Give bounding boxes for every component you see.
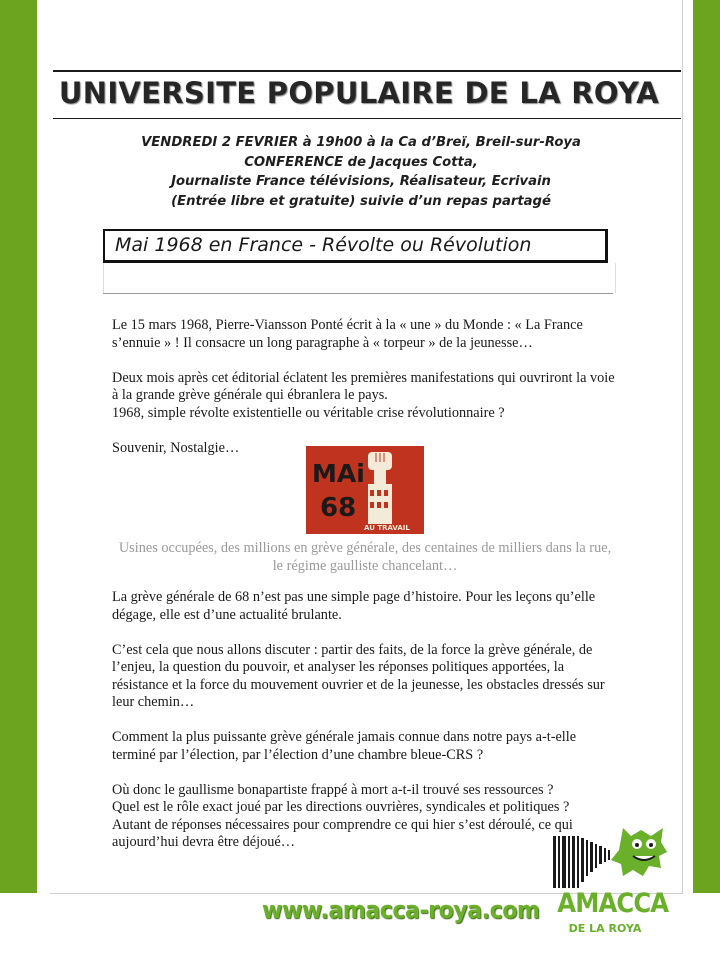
paragraph-conclusion: Autant de réponses nécessaires pour comprendre ce qui hier s’est déroulé, ce qui aujourd’hui devra être déjoué…	[112, 816, 573, 850]
page-title: UNIVERSITE POPULAIRE DE LA ROYA	[58, 76, 660, 110]
left-green-border	[0, 0, 37, 960]
paragraph-souvenir: Souvenir, Nostalgie…	[112, 439, 240, 456]
event-date-line: VENDREDI 2 FEVRIER à 19h00 à la Ca d’Breï, Breil-sur-Roya	[141, 135, 581, 150]
mai-68-poster	[306, 446, 424, 534]
poster-word-68: 68	[320, 493, 357, 523]
discussion-section	[112, 589, 622, 852]
subtitle-divider	[103, 293, 613, 294]
event-entry-line: (Entrée libre et gratuite) suivie d’un repas partagé	[171, 193, 551, 209]
poster-caption: Usines occupées, des millions en grève générale, des centaines de milliers dans la rue, le régime gaulliste chancelant…	[118, 540, 612, 574]
header-rule-bottom	[53, 118, 681, 119]
mai-68-poster-art	[306, 446, 424, 534]
website-link[interactable]: www.amacca-roya.com	[262, 896, 540, 924]
paragraph-discussion: C’est cela que nous allons discuter : partir des faits, de la force la grève générale, de l’enjeu, la question du pouvoir, et analyser les réponses politiques apportées, la résistance et la force du mouvement ouvrier et de la jeunesse, les obstacles dressés sur leur chemin…	[112, 641, 605, 710]
subtitle-box	[103, 229, 608, 263]
paragraph-history: La grève générale de 68 n’est pas une simple page d’histoire. Pour les leçons qu’elle dégage, elle est d’une actualité brulante.	[112, 589, 596, 623]
logo-name: AMACCA	[557, 888, 669, 919]
poster-word-mai: MAi	[312, 459, 365, 488]
paragraph-role: Quel est le rôle exact joué par les directions ouvrières, syndicales et politiques ?	[112, 799, 570, 815]
paragraph-gaullism: Où donc le gaullisme bonapartiste frappé à mort a-t-il trouvé ses ressources ?	[112, 781, 554, 798]
subtitle-frame	[103, 263, 616, 293]
intro-section	[112, 317, 622, 457]
paragraph-intro: Le 15 mars 1968, Pierre-Viansson Ponté écrit à la « une » du Monde : « La France s’ennuie » ! Il consacre un long paragraphe à « torpeur » de la jeunesse…	[112, 317, 583, 351]
event-speaker-line: CONFERENCE de Jacques Cotta,	[244, 154, 478, 170]
event-speaker-role-line: Journaliste France télévisions, Réalisateur, Ecrivain	[171, 174, 551, 189]
right-green-border	[693, 0, 720, 960]
paragraph-events: Deux mois après cet éditorial éclatent les premières manifestations qui ouvriront la voie à la grande grève générale qui ébranlera le pays.	[112, 369, 615, 403]
logo-subtitle: DE LA ROYA	[568, 922, 642, 935]
poster-banner: AU TRAVAIL	[364, 524, 410, 532]
paragraph-question: 1968, simple révolte existentielle ou véritable crise révolutionnaire ?	[112, 404, 505, 421]
subtitle: Mai 1968 en France - Révolte ou Révolution	[115, 234, 532, 256]
event-details	[95, 133, 627, 211]
header-rule-top	[53, 70, 681, 72]
paragraph-election: Comment la plus puissante grève générale jamais connue dans notre pays a-t-elle terminé par l’élection, par l’élection d’une chambre bleue-CRS ?	[112, 729, 577, 763]
